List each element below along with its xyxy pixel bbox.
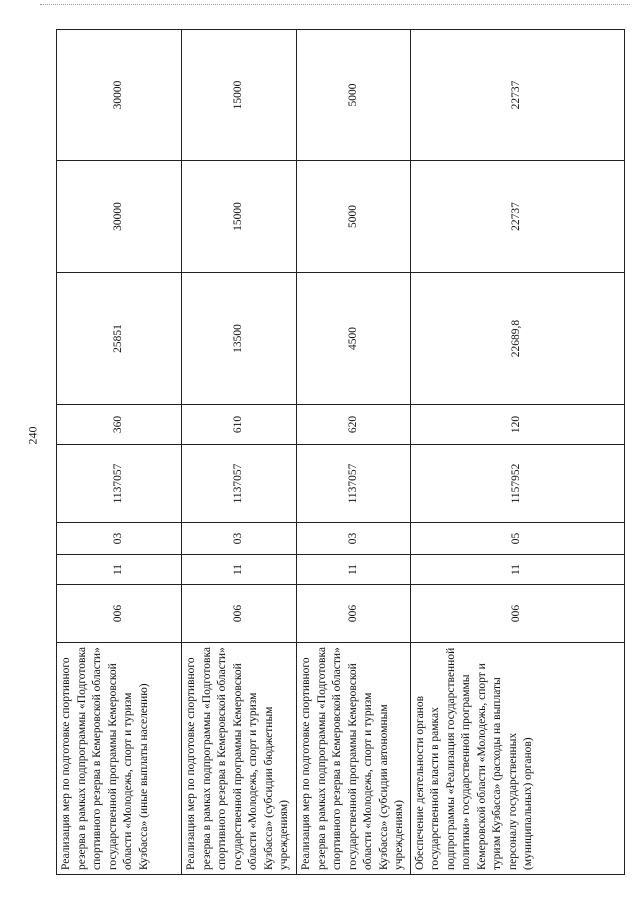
amount-year-1: 22689,8 [410, 273, 624, 405]
target-article-code: 1137057 [297, 445, 411, 523]
rotated-table-wrapper [56, 30, 621, 875]
amount-year-1: 25851 [57, 273, 182, 405]
section-code: 11 [57, 555, 182, 585]
table-row [182, 30, 297, 875]
amount-year-1: 13500 [182, 273, 297, 405]
expense-type-code: 620 [297, 405, 411, 445]
target-article-code: 1137057 [182, 445, 297, 523]
ministry-code: 006 [182, 585, 297, 643]
amount-year-3: 5000 [297, 30, 411, 161]
row-description: Обеспечение деятельности органов государственной власти в рамках подпрограммы «Реализация государственной политики» государственной программы Кемеровской области «Молодежь, спорт и туризм Кузбасса» (расходы на выплаты персоналу государственных (муниципальных) органов) [410, 643, 624, 875]
amount-year-3: 22737 [410, 30, 624, 161]
expense-type-code: 360 [57, 405, 182, 445]
amount-year-2: 15000 [182, 161, 297, 273]
subsection-code: 03 [182, 523, 297, 555]
section-code: 11 [182, 555, 297, 585]
amount-year-2: 22737 [410, 161, 624, 273]
expense-type-code: 610 [182, 405, 297, 445]
table-row [57, 30, 182, 875]
table-row [297, 30, 411, 875]
ministry-code: 006 [410, 585, 624, 643]
amount-year-3: 15000 [182, 30, 297, 161]
amount-year-1: 4500 [297, 273, 411, 405]
subsection-code: 03 [297, 523, 411, 555]
row-description: Реализация мер по подготовке спортивного резерва в рамках подпрограммы «Подготовка спортивного резерва в Кемеровской области» государственной программы Кемеровской области «Молодежь, спорт и туризм Кузбасса» (иные выплаты населению) [57, 643, 182, 875]
amount-year-3: 30000 [57, 30, 182, 161]
subsection-code: 03 [57, 523, 182, 555]
table-row [410, 30, 624, 875]
section-code: 11 [297, 555, 411, 585]
amount-year-2: 5000 [297, 161, 411, 273]
ministry-code: 006 [297, 585, 411, 643]
page-number: 240 [25, 426, 40, 445]
row-description: Реализация мер по подготовке спортивного резерва в рамках подпрограммы «Подготовка спортивного резерва в Кемеровской области» государственной программы Кемеровской области «Молодежь, спорт и туризм Кузбасса» (субсидии бюджетным учреждениям) [182, 643, 297, 875]
amount-year-2: 30000 [57, 161, 182, 273]
target-article-code: 1137057 [57, 445, 182, 523]
budget-table [56, 29, 625, 875]
row-description: Реализация мер по подготовке спортивного резерва в рамках подпрограммы «Подготовка спортивного резерва в Кемеровской области» государственной программы Кемеровской области «Молодежь, спорт и туризм Кузбасса» (субсидии автономным учреждениям) [297, 643, 411, 875]
subsection-code: 05 [410, 523, 624, 555]
section-code: 11 [410, 555, 624, 585]
scan-edge-line [40, 4, 630, 8]
expense-type-code: 120 [410, 405, 624, 445]
target-article-code: 1157952 [410, 445, 624, 523]
ministry-code: 006 [57, 585, 182, 643]
